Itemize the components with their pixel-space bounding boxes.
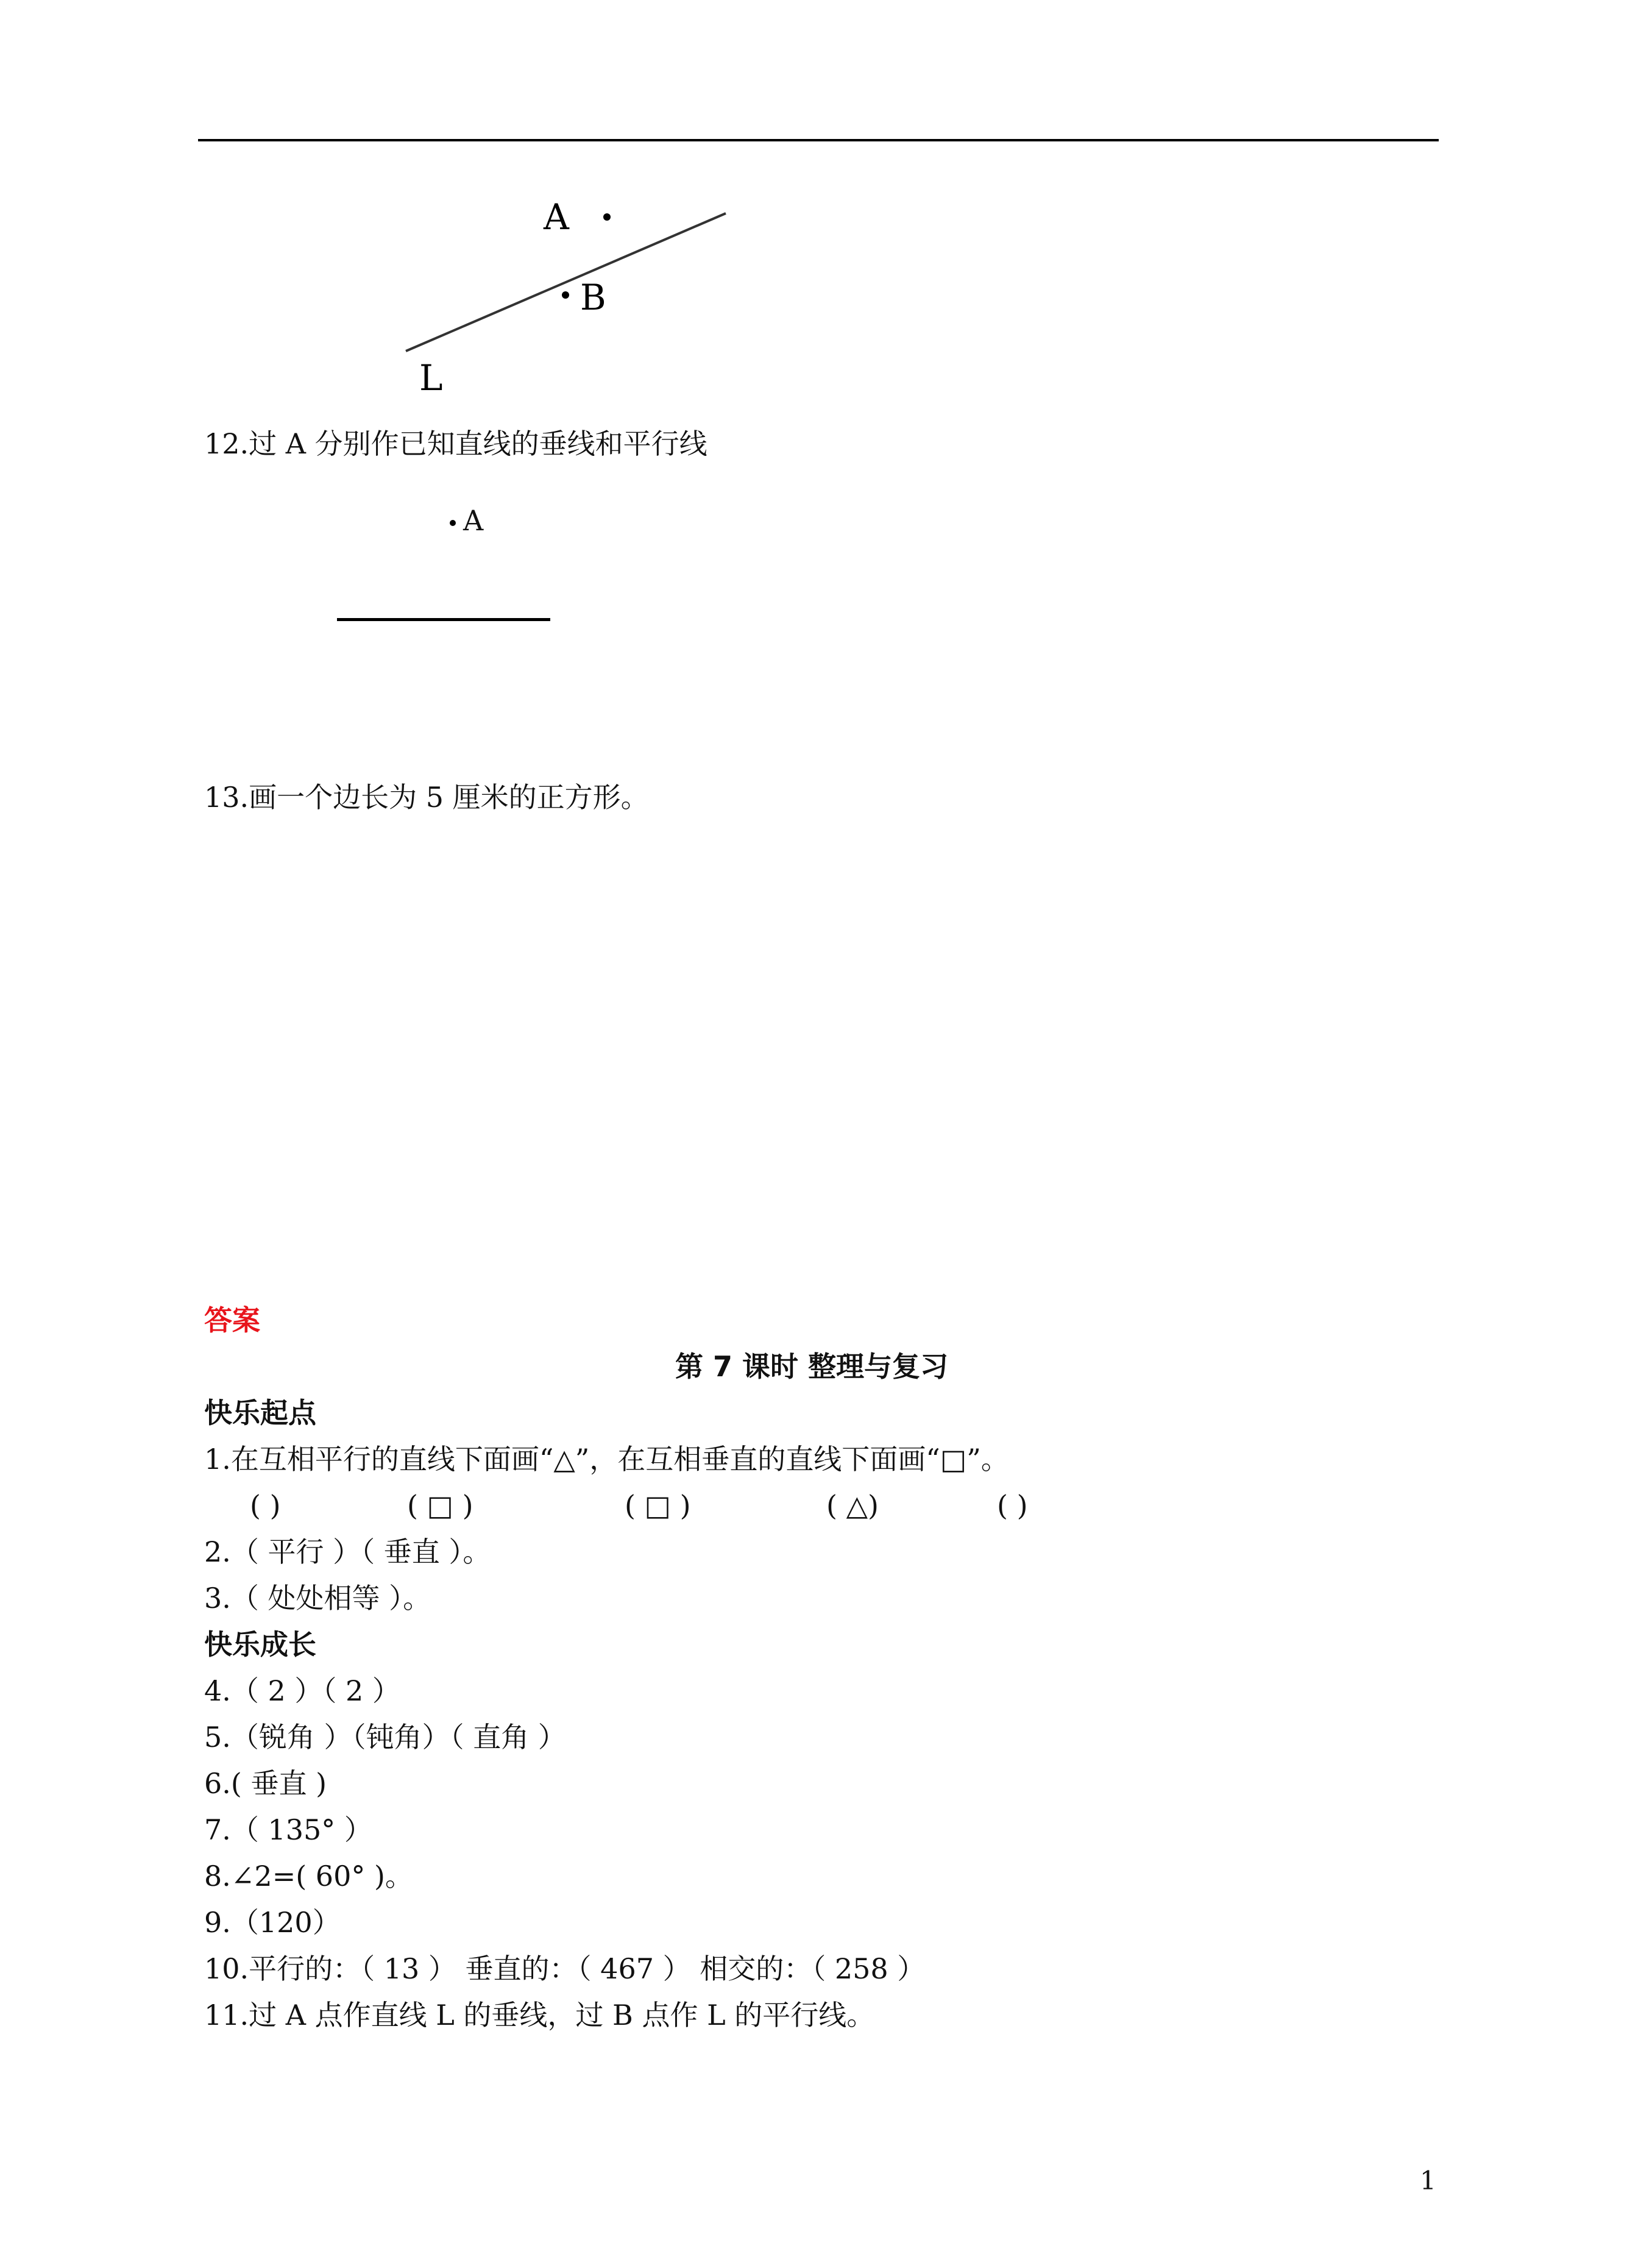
answer-4: 4.（ 2 ）（ 2 ） bbox=[204, 1674, 400, 1707]
answer-3: 3.（ 处处相等 ）。 bbox=[204, 1582, 431, 1615]
section-happy-start: 快乐起点 bbox=[204, 1396, 316, 1429]
lesson-title: 第 7 课时 整理与复习 bbox=[675, 1350, 949, 1383]
q12-point-dot bbox=[450, 520, 456, 526]
answer-1-blank-3: ( □ ) bbox=[625, 1489, 691, 1522]
answer-6: 6.( 垂直 ) bbox=[204, 1767, 327, 1800]
q12-point-a bbox=[450, 503, 483, 538]
answer-1: 1.在互相平行的直线下面画“△”，在互相垂直的直线下面画“□”。 bbox=[204, 1443, 1009, 1476]
point-b-dot bbox=[562, 291, 569, 299]
answer-1-blank-5: ( ) bbox=[997, 1489, 1028, 1522]
answer-10: 10.平行的：（ 13 ） 垂直的：（ 467 ） 相交的：（ 258 ） bbox=[204, 1952, 926, 1985]
page-number: 1 bbox=[1420, 2166, 1436, 2195]
section-happy-growth: 快乐成长 bbox=[204, 1628, 316, 1661]
answer-8: 8.∠2=( 60° )。 bbox=[204, 1860, 413, 1893]
point-b-label: B bbox=[580, 277, 606, 318]
question-12: 12.过 A 分别作已知直线的垂线和平行线 bbox=[204, 427, 707, 460]
question-13: 13.画一个边长为 5 厘米的正方形。 bbox=[204, 781, 649, 814]
line-l-label: L bbox=[419, 357, 443, 399]
answer-9: 9.（120） bbox=[204, 1906, 341, 1939]
answer-1-blank-1: ( ) bbox=[250, 1489, 281, 1522]
answer-1-blank-2: ( □ ) bbox=[407, 1489, 473, 1522]
answer-11: 11.过 A 点作直线 L 的垂线，过 B 点作 L 的平行线。 bbox=[204, 1999, 875, 2032]
answer-1-blanks bbox=[0, 1488, 1638, 1523]
q12-point-label: A bbox=[463, 504, 484, 537]
figure-line-l-points bbox=[390, 183, 743, 408]
point-a-label: A bbox=[544, 196, 569, 238]
answer-2: 2.（ 平行 ）（ 垂直 ）。 bbox=[204, 1535, 491, 1568]
answers-heading: 答案 bbox=[204, 1304, 260, 1337]
header-rule bbox=[198, 139, 1439, 141]
q12-given-line bbox=[337, 618, 550, 621]
answer-7: 7.（ 135° ） bbox=[204, 1813, 372, 1846]
answer-1-blank-4: ( △) bbox=[826, 1489, 879, 1522]
point-a-dot bbox=[603, 213, 611, 221]
answer-5: 5.（锐角 ）（钝角）（ 直角 ） bbox=[204, 1721, 566, 1754]
